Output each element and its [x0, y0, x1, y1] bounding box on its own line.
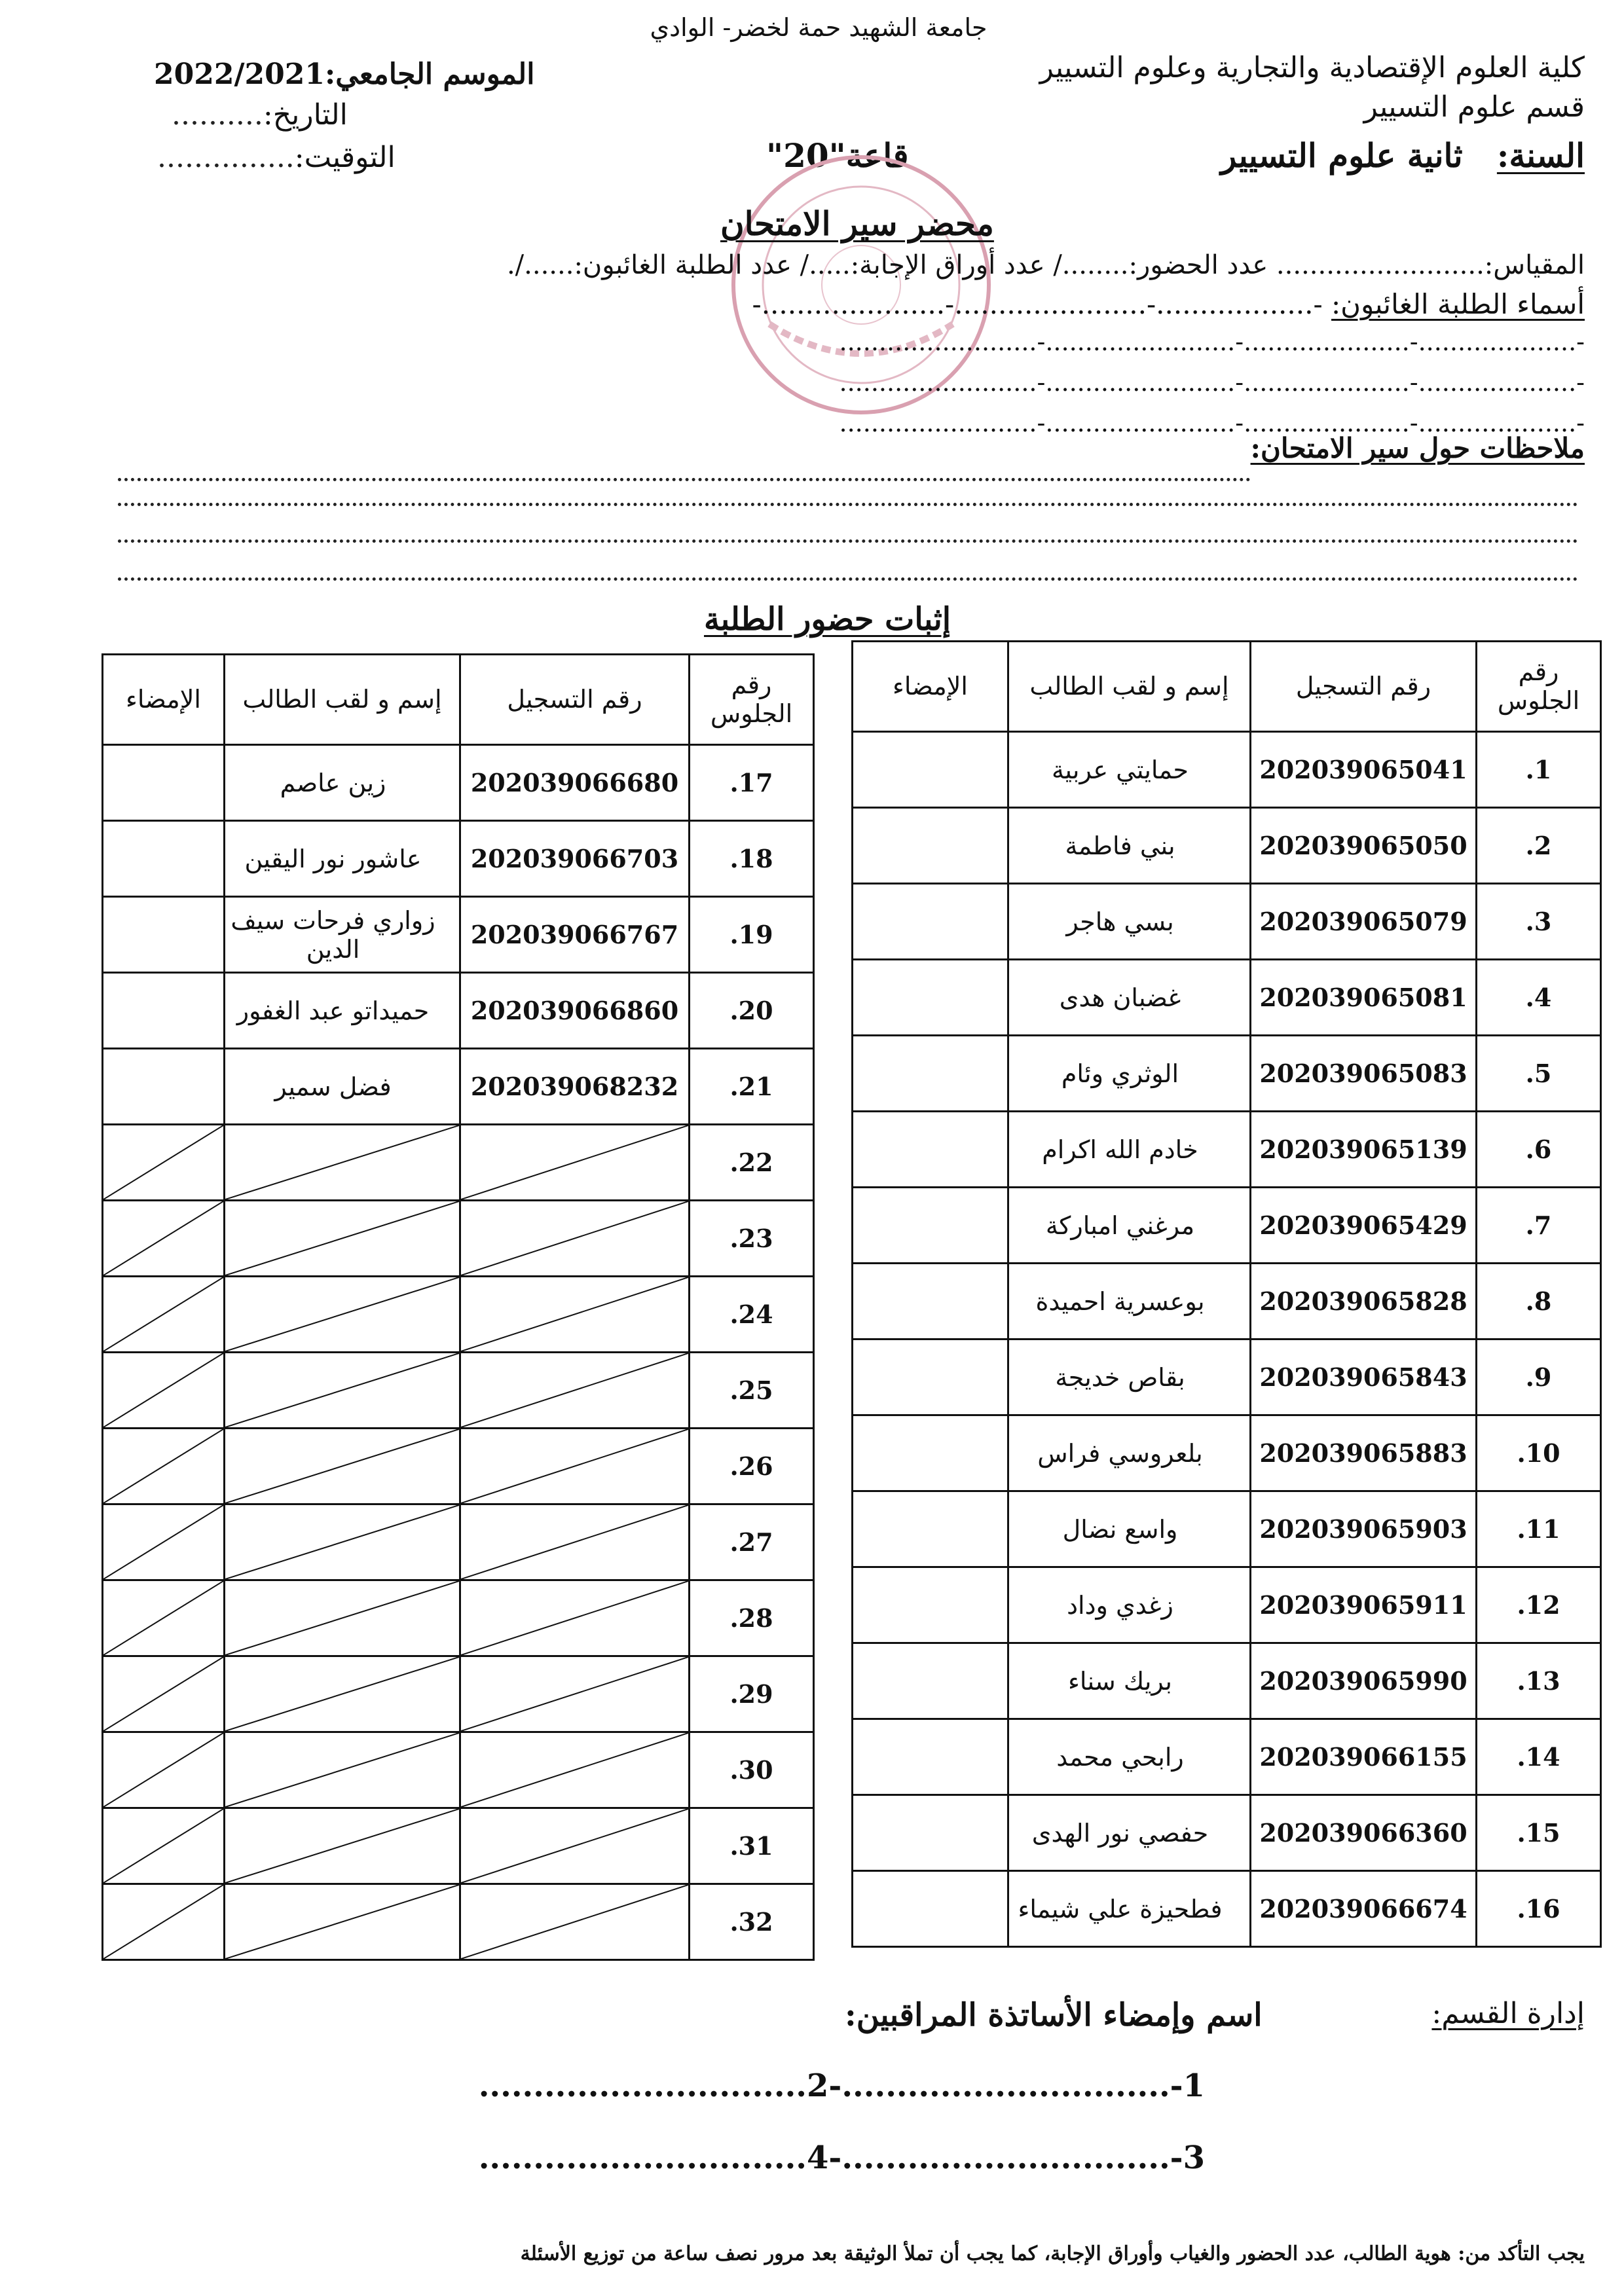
signature-cell[interactable]	[853, 1643, 1008, 1719]
student-name-cell: غضبان هدى	[1008, 960, 1251, 1036]
seat-number-cell: 31.	[690, 1808, 814, 1884]
crossed-out-mark	[461, 1277, 688, 1351]
crossed-out-mark	[461, 1201, 688, 1275]
crossed-out-mark	[461, 1809, 688, 1883]
form-title: محضر سير الامتحان	[720, 204, 994, 243]
registration-column-header: رقم التسجيل	[460, 655, 690, 745]
year-label: السنة:	[1496, 136, 1585, 175]
registration-cell	[460, 1353, 690, 1429]
table-row	[853, 1036, 1601, 1112]
seat-number-cell: 17.	[690, 745, 814, 821]
crossed-out-mark	[225, 1125, 459, 1199]
seat-number-cell: 24.	[690, 1277, 814, 1353]
student-name-cell	[225, 1656, 460, 1732]
table-row	[103, 1277, 814, 1353]
signature-cell[interactable]	[103, 1884, 225, 1960]
table-row	[853, 1188, 1601, 1264]
signature-cell[interactable]	[103, 973, 225, 1049]
seat-number-cell: 28.	[690, 1580, 814, 1656]
registration-cell	[460, 1732, 690, 1808]
table-row	[853, 1112, 1601, 1188]
student-name-cell	[225, 1884, 460, 1960]
crossed-out-mark	[103, 1277, 223, 1351]
seat-number-cell: 19.	[690, 897, 814, 973]
seat-number-cell: 21.	[690, 1049, 814, 1125]
crossed-out-mark	[225, 1429, 459, 1503]
seat-number-cell: 20.	[690, 973, 814, 1049]
signature-cell[interactable]	[853, 1415, 1008, 1491]
student-name-cell	[225, 1353, 460, 1429]
seat-number-cell: 2.	[1477, 808, 1601, 884]
student-name-cell: عاشور نور اليقين	[225, 821, 460, 897]
seat-number-cell: 15.	[1477, 1795, 1601, 1871]
attendance-table-right	[851, 640, 1602, 1948]
table-row	[103, 1353, 814, 1429]
student-name-cell: مرغني امباركة	[1008, 1188, 1251, 1264]
signature-cell[interactable]	[853, 1264, 1008, 1339]
notes-line[interactable]	[118, 536, 1578, 543]
student-name-cell	[225, 1125, 460, 1201]
time-label: التوقيت:	[294, 141, 396, 174]
signature-cell[interactable]	[853, 1719, 1008, 1795]
university-name: جامعة الشهيد حمة لخضر- الوادي	[650, 13, 987, 42]
seat-number-cell: 26.	[690, 1429, 814, 1504]
footnote: يجب التأكد من: هوية الطالب، عدد الحضور والغياب وأوراق الإجابة، كما يجب أن تملأ الوثيقة بعد مرور نصف ساعة من توزيع الأسئلة	[520, 2242, 1585, 2265]
table-row	[103, 821, 814, 897]
season-value: 2022/2021	[154, 58, 325, 91]
seat-number-cell: 9.	[1477, 1339, 1601, 1415]
crossed-out-mark	[225, 1733, 459, 1807]
table-header-row	[853, 642, 1601, 732]
seat-number-cell: 30.	[690, 1732, 814, 1808]
table-row	[853, 1339, 1601, 1415]
year-value: ثانية علوم التسيير	[1221, 136, 1463, 175]
notes-line[interactable]	[118, 474, 1251, 481]
signature-cell[interactable]	[853, 732, 1008, 808]
crossed-out-mark	[225, 1885, 459, 1959]
absent-names-row[interactable]: -....................-.....................-........................-.........................	[839, 368, 1585, 397]
student-name-cell: بريك سناء	[1008, 1643, 1251, 1719]
name-column-header: إسم و لقب الطالب	[1008, 642, 1251, 732]
student-name-cell	[225, 1580, 460, 1656]
crossed-out-mark	[225, 1581, 459, 1655]
signature-column-header: الإمضاء	[853, 642, 1008, 732]
seat-number-cell: 5.	[1477, 1036, 1601, 1112]
signature-cell[interactable]	[103, 1656, 225, 1732]
signature-cell[interactable]	[853, 808, 1008, 884]
signature-cell[interactable]	[853, 1871, 1008, 1947]
registration-cell	[460, 1808, 690, 1884]
registration-cell	[460, 1277, 690, 1353]
absent-names-line[interactable]	[752, 288, 1585, 320]
crossed-out-mark	[225, 1277, 459, 1351]
signature-cell[interactable]	[103, 821, 225, 897]
table-row	[853, 732, 1601, 808]
student-name-cell: بقاص خديجة	[1008, 1339, 1251, 1415]
registration-cell: 202039065843	[1251, 1339, 1477, 1415]
student-name-cell: رابحي محمد	[1008, 1719, 1251, 1795]
department-name: قسم علوم التسيير	[1363, 90, 1585, 124]
time-line[interactable]	[157, 141, 396, 174]
student-name-cell: بني فاطمة	[1008, 808, 1251, 884]
crossed-out-mark	[225, 1505, 459, 1579]
crossed-out-mark	[461, 1885, 688, 1959]
table-row	[103, 897, 814, 973]
season-line	[154, 58, 534, 91]
room-label: قاعة"20"	[766, 136, 909, 175]
seat-number-cell: 23.	[690, 1201, 814, 1277]
student-name-cell: حفصي نور الهدى	[1008, 1795, 1251, 1871]
registration-cell: 202039068232	[460, 1049, 690, 1125]
proctors-label: اسم وإمضاء الأساتذة المراقبين:	[845, 1997, 1263, 2033]
crossed-out-mark	[225, 1657, 459, 1731]
absent-names-row[interactable]: -....................-.....................-........................-.........................	[839, 327, 1585, 356]
registration-cell: 202039066360	[1251, 1795, 1477, 1871]
registration-cell: 202039066860	[460, 973, 690, 1049]
table-row	[853, 1795, 1601, 1871]
date-label: التاريخ:	[263, 98, 348, 132]
table-row	[853, 960, 1601, 1036]
notes-line[interactable]	[118, 499, 1578, 506]
crossed-out-mark	[103, 1125, 223, 1199]
crossed-out-mark	[461, 1505, 688, 1579]
seat-number-cell: 13.	[1477, 1643, 1601, 1719]
seat-number-cell: 27.	[690, 1504, 814, 1580]
signature-cell[interactable]	[103, 1201, 225, 1277]
registration-cell: 202039065903	[1251, 1491, 1477, 1567]
absent-names-field[interactable]: -..................-......................-.....................-	[752, 288, 1323, 320]
registration-cell	[460, 1201, 690, 1277]
seat-number-cell: 1.	[1477, 732, 1601, 808]
crossed-out-mark	[461, 1429, 688, 1503]
signature-cell[interactable]	[853, 1112, 1008, 1188]
seat-number-cell: 6.	[1477, 1112, 1601, 1188]
signature-cell[interactable]	[103, 1353, 225, 1429]
crossed-out-mark	[103, 1885, 223, 1959]
attendance-rows-left	[103, 745, 814, 1960]
signature-cell[interactable]	[853, 1036, 1008, 1112]
table-row	[103, 1125, 814, 1201]
registration-cell	[460, 1125, 690, 1201]
signature-cell[interactable]	[853, 884, 1008, 960]
time-value[interactable]: ...............	[157, 141, 295, 174]
proctor-signature-line-2[interactable]: 3-..............................-4..............................	[478, 2140, 1205, 2176]
signature-cell[interactable]	[853, 1339, 1008, 1415]
student-name-cell: زين عاصم	[225, 745, 460, 821]
table-row	[103, 973, 814, 1049]
registration-cell: 202039065990	[1251, 1643, 1477, 1719]
table-row	[103, 1884, 814, 1960]
student-name-cell: بوعسرية احميدة	[1008, 1264, 1251, 1339]
registration-cell: 202039066767	[460, 897, 690, 973]
registration-cell	[460, 1580, 690, 1656]
faculty-name: كلية العلوم الإقتصادية والتجارية وعلوم التسيير	[1039, 51, 1585, 84]
seat-number-cell: 7.	[1477, 1188, 1601, 1264]
crossed-out-mark	[103, 1201, 223, 1275]
crossed-out-mark	[461, 1733, 688, 1807]
signature-cell[interactable]	[853, 1567, 1008, 1643]
registration-cell: 202039065050	[1251, 808, 1477, 884]
table-row	[853, 1719, 1601, 1795]
subject-field[interactable]: المقياس:.........................	[1276, 250, 1585, 280]
registration-cell: 202039066680	[460, 745, 690, 821]
seat-number-cell: 32.	[690, 1884, 814, 1960]
seat-column-header: رقم الجلوس	[1477, 642, 1601, 732]
seat-column-header: رقم الجلوس	[690, 655, 814, 745]
signature-cell[interactable]	[103, 1504, 225, 1580]
table-row	[103, 1201, 814, 1277]
student-name-cell: بلعروسي فراس	[1008, 1415, 1251, 1491]
table-row	[103, 1656, 814, 1732]
registration-cell: 202039065911	[1251, 1567, 1477, 1643]
signature-cell[interactable]	[103, 897, 225, 973]
crossed-out-mark	[103, 1505, 223, 1579]
student-name-cell: حميداتو عبد الغفور	[225, 973, 460, 1049]
student-name-cell	[225, 1429, 460, 1504]
signature-cell[interactable]	[103, 1732, 225, 1808]
absent-names-row[interactable]: -....................-.....................-........................-.........................	[839, 409, 1585, 437]
name-column-header: إسم و لقب الطالب	[225, 655, 460, 745]
table-row	[853, 1264, 1601, 1339]
table-header-row	[103, 655, 814, 745]
table-row	[103, 745, 814, 821]
student-name-cell: حمايتي عربية	[1008, 732, 1251, 808]
crossed-out-mark	[225, 1809, 459, 1883]
registration-cell: 202039066674	[1251, 1871, 1477, 1947]
crossed-out-mark	[461, 1657, 688, 1731]
signature-cell[interactable]	[103, 1808, 225, 1884]
seat-number-cell: 16.	[1477, 1871, 1601, 1947]
student-name-cell: واسع نضال	[1008, 1491, 1251, 1567]
crossed-out-mark	[103, 1353, 223, 1427]
registration-cell: 202039065828	[1251, 1264, 1477, 1339]
student-name-cell: زغدي وداد	[1008, 1567, 1251, 1643]
signature-cell[interactable]	[853, 1795, 1008, 1871]
table-row	[103, 1429, 814, 1504]
crossed-out-mark	[103, 1657, 223, 1731]
year-line	[1221, 136, 1585, 175]
answer-sheets-field[interactable]: عدد أوراق الإجابة:...../	[800, 250, 1045, 280]
student-name-cell: خادم الله اكرام	[1008, 1112, 1251, 1188]
exam-notes-label	[1251, 432, 1585, 464]
seat-number-cell: 14.	[1477, 1719, 1601, 1795]
registration-cell: 202039065139	[1251, 1112, 1477, 1188]
crossed-out-mark	[103, 1581, 223, 1655]
seat-number-cell: 29.	[690, 1656, 814, 1732]
signature-cell[interactable]	[103, 1125, 225, 1201]
student-name-cell	[225, 1277, 460, 1353]
season-label: الموسم الجامعي:	[325, 58, 535, 91]
attendance-table-left	[101, 653, 815, 1961]
table-row	[853, 1567, 1601, 1643]
signature-cell[interactable]	[103, 1049, 225, 1125]
table-row	[853, 1643, 1601, 1719]
registration-cell: 202039065083	[1251, 1036, 1477, 1112]
attendance-title: إثبات حضور الطلبة	[704, 601, 951, 638]
registration-cell: 202039066155	[1251, 1719, 1477, 1795]
crossed-out-mark	[461, 1353, 688, 1427]
signature-cell[interactable]	[103, 1429, 225, 1504]
signature-cell[interactable]	[853, 1491, 1008, 1567]
table-row	[853, 808, 1601, 884]
registration-cell: 202039065429	[1251, 1188, 1477, 1264]
student-name-cell: الوثري وئام	[1008, 1036, 1251, 1112]
student-name-cell: فضل سمير	[225, 1049, 460, 1125]
registration-cell: 202039066703	[460, 821, 690, 897]
notes-line[interactable]	[118, 574, 1578, 581]
crossed-out-mark	[461, 1581, 688, 1655]
seat-number-cell: 11.	[1477, 1491, 1601, 1567]
registration-cell	[460, 1504, 690, 1580]
exam-info-line[interactable]	[507, 250, 1585, 280]
crossed-out-mark	[461, 1125, 688, 1199]
signature-column-header: الإمضاء	[103, 655, 225, 745]
student-name-cell: فطحيزة علي شيماء	[1008, 1871, 1251, 1947]
table-row	[853, 1871, 1601, 1947]
proctor-signature-line-1[interactable]: 1-..............................-2..............................	[478, 2068, 1205, 2104]
crossed-out-mark	[103, 1809, 223, 1883]
student-name-cell: بسي هاجر	[1008, 884, 1251, 960]
signature-cell[interactable]	[103, 1277, 225, 1353]
attendance-field[interactable]: عدد الحضور:......../	[1053, 250, 1268, 280]
table-row	[103, 1732, 814, 1808]
registration-cell: 202039065079	[1251, 884, 1477, 960]
student-name-cell	[225, 1732, 460, 1808]
seat-number-cell: 12.	[1477, 1567, 1601, 1643]
registration-cell: 202039065041	[1251, 732, 1477, 808]
attendance-rows-right	[853, 732, 1601, 1947]
table-row	[103, 1808, 814, 1884]
signature-cell[interactable]	[853, 1188, 1008, 1264]
table-row	[853, 1415, 1601, 1491]
exam-notes-label-text: ملاحظات حول سير الامتحان:	[1250, 432, 1585, 464]
registration-cell	[460, 1884, 690, 1960]
date-value[interactable]: ..........	[172, 98, 263, 132]
table-row	[853, 884, 1601, 960]
registration-column-header: رقم التسجيل	[1251, 642, 1477, 732]
department-admin-text: إدارة القسم:	[1431, 1997, 1585, 2030]
registration-cell	[460, 1656, 690, 1732]
student-name-cell	[225, 1808, 460, 1884]
registration-cell	[460, 1429, 690, 1504]
seat-number-cell: 22.	[690, 1125, 814, 1201]
table-row	[853, 1491, 1601, 1567]
signature-cell[interactable]	[103, 745, 225, 821]
crossed-out-mark	[225, 1353, 459, 1427]
seat-number-cell: 25.	[690, 1353, 814, 1429]
student-name-cell	[225, 1201, 460, 1277]
table-row	[103, 1504, 814, 1580]
signature-cell[interactable]	[853, 960, 1008, 1036]
student-name-cell	[225, 1504, 460, 1580]
table-row	[103, 1580, 814, 1656]
registration-cell: 202039065883	[1251, 1415, 1477, 1491]
crossed-out-mark	[103, 1733, 223, 1807]
signature-cell[interactable]	[103, 1580, 225, 1656]
seat-number-cell: 10.	[1477, 1415, 1601, 1491]
absent-names-label: أسماء الطلبة الغائبون:	[1331, 288, 1585, 320]
seat-number-cell: 18.	[690, 821, 814, 897]
absent-count-field[interactable]: عدد الطلبة الغائبون:....../.	[506, 250, 792, 280]
seat-number-cell: 8.	[1477, 1264, 1601, 1339]
student-name-cell: زواري فرحات سيف الدين	[225, 897, 460, 973]
seat-number-cell: 4.	[1477, 960, 1601, 1036]
department-admin-label	[1431, 1997, 1585, 2030]
crossed-out-mark	[103, 1429, 223, 1503]
registration-cell: 202039065081	[1251, 960, 1477, 1036]
seat-number-cell: 3.	[1477, 884, 1601, 960]
crossed-out-mark	[225, 1201, 459, 1275]
date-line[interactable]	[172, 98, 348, 132]
table-row	[103, 1049, 814, 1125]
